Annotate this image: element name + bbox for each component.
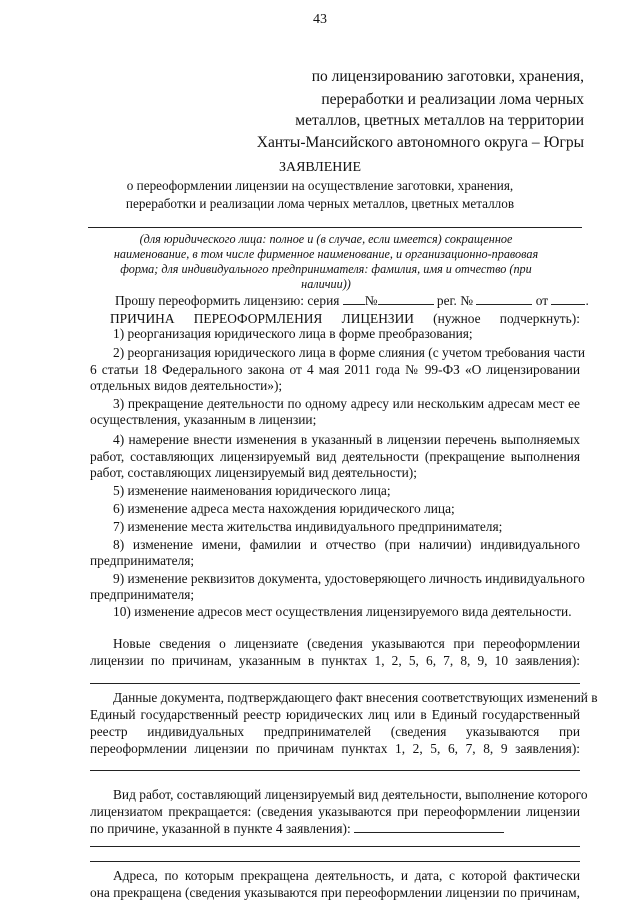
reason-4-line-1[interactable]: 4) намерение внести изменения в указанный в лицензии перечень выполняемых: [113, 432, 580, 447]
series-field[interactable]: [343, 293, 365, 305]
reason-7[interactable]: 7) изменение места жительства индивидуального предпринимателя;: [113, 519, 503, 534]
new-info-line-1: Новые сведения о лицензиате (сведения указываются при переоформлении: [113, 636, 580, 651]
date-field[interactable]: [551, 293, 585, 305]
registry-line-2: Единый государственный реестр юридических лиц или в Единый государственный: [90, 707, 580, 722]
header-line-2: переработки и реализации лома черных: [321, 91, 584, 108]
request-text: Прошу переоформить лицензию: серия: [115, 293, 340, 308]
reason-2-line-1[interactable]: 2) реорганизация юридического лица в форме слияния (с учетом требования части: [113, 345, 586, 360]
reason-heading-word-1: ПРИЧИНА: [110, 311, 175, 326]
work-types-field-1[interactable]: [90, 846, 580, 847]
reason-3-line-2[interactable]: осуществления, указанным в лицензии;: [90, 412, 317, 427]
license-request-line: [115, 293, 589, 309]
subtitle-line-2: переработки и реализации лома черных металлов, цветных металлов: [125, 196, 515, 211]
addresses-line-1: Адреса, по которым прекращена деятельность, и дата, с которой фактически: [113, 868, 580, 883]
applicant-note-line-2: наименование, в том числе фирменное наименование, и организационно-правовая: [113, 247, 539, 261]
document-title: ЗАЯВЛЕНИЕ: [278, 160, 362, 175]
applicant-note-line-4: наличии)): [301, 277, 351, 291]
reason-2-line-2[interactable]: 6 статьи 18 Федерального закона от 4 мая 2011 года № 99-ФЗ «О лицензировании: [90, 362, 580, 377]
registry-line-3: реестр индивидуальных предпринимателей (сведения указываются при: [90, 724, 580, 739]
reason-8-line-2[interactable]: предпринимателя;: [90, 553, 195, 568]
reg-number-label: рег. №: [436, 293, 473, 308]
registry-line-4: переоформлении лицензии по причинам пунктах 1, 2, 5, 6, 7, 8, 9 заявления):: [90, 741, 580, 756]
new-info-field[interactable]: [90, 683, 580, 684]
work-types-inline-field[interactable]: [354, 821, 504, 833]
subtitle-line-1: о переоформлении лицензии на осуществление заготовки, хранения,: [126, 178, 514, 193]
reason-4-line-2[interactable]: работ, составляющих лицензируемый вид деятельности (прекращение выполнения: [90, 449, 580, 464]
reason-heading: [110, 311, 580, 327]
reason-8-line-1[interactable]: 8) изменение имени, фамилии и отчество (при наличии) индивидуального: [113, 537, 580, 552]
registry-field[interactable]: [90, 770, 580, 771]
reg-number-field[interactable]: [476, 293, 532, 305]
work-types-line-1: Вид работ, составляющий лицензируемый вид деятельности, выполнение которого: [113, 787, 588, 802]
reason-10[interactable]: 10) изменение адресов мест осуществления лицензируемого вида деятельности.: [113, 604, 572, 619]
work-types-line-3: [90, 821, 504, 837]
reason-heading-word-3: ЛИЦЕНЗИИ: [341, 311, 414, 326]
header-line-3: металлов, цветных металлов на территории: [295, 112, 584, 129]
page-number: 43: [313, 12, 327, 27]
applicant-note-line-3: форма; для индивидуального предпринимателя: фамилия, имя и отчество (при: [120, 262, 532, 276]
reason-4-line-3[interactable]: работ, составляющих лицензируемый вид деятельности);: [90, 465, 417, 480]
reason-9-line-2[interactable]: предпринимателя;: [90, 587, 195, 602]
work-types-line-3-text: по причине, указанной в пункте 4 заявления):: [90, 821, 351, 836]
reason-1[interactable]: 1) реорганизация юридического лица в форме преобразования;: [113, 326, 473, 341]
reason-heading-word-2: ПЕРЕОФОРМЛЕНИЯ: [193, 311, 323, 326]
header-line-4: Ханты-Мансийского автономного округа – Югры: [256, 134, 584, 151]
applicant-note-line-1: (для юридического лица: полное и (в случае, если имеется) сокращенное: [139, 232, 513, 246]
reason-2-line-3[interactable]: отдельных видов деятельности»);: [90, 378, 283, 393]
request-end-mark: .: [585, 293, 589, 308]
work-types-field-2[interactable]: [90, 861, 580, 862]
license-number-field[interactable]: [378, 293, 434, 305]
reason-heading-word-5: подчеркнуть):: [499, 311, 580, 326]
from-label: от: [535, 293, 549, 308]
addresses-line-2: она прекращена (сведения указываются при переоформлении лицензии по причинам,: [90, 885, 580, 900]
work-types-line-2: лицензиатом прекращается: (сведения указываются при переоформлении лицензии: [90, 804, 580, 819]
reason-heading-word-4: (нужное: [433, 311, 481, 326]
number-label: №: [364, 293, 378, 308]
reason-5[interactable]: 5) изменение наименования юридического лица;: [113, 483, 391, 498]
registry-line-1: Данные документа, подтверждающего факт внесения соответствующих изменений в: [113, 690, 598, 705]
applicant-name-field[interactable]: [88, 227, 582, 228]
reason-3-line-1[interactable]: 3) прекращение деятельности по одному адресу или нескольким адресам мест ее: [113, 396, 580, 411]
header-line-1: по лицензированию заготовки, хранения,: [311, 68, 584, 85]
reason-6[interactable]: 6) изменение адреса места нахождения юридического лица;: [113, 501, 455, 516]
new-info-line-2: лицензии по причинам, указанным в пунктах 1, 2, 5, 6, 7, 8, 9, 10 заявления):: [90, 653, 580, 668]
reason-9-line-1[interactable]: 9) изменение реквизитов документа, удостоверяющего личность индивидуального: [113, 571, 585, 586]
